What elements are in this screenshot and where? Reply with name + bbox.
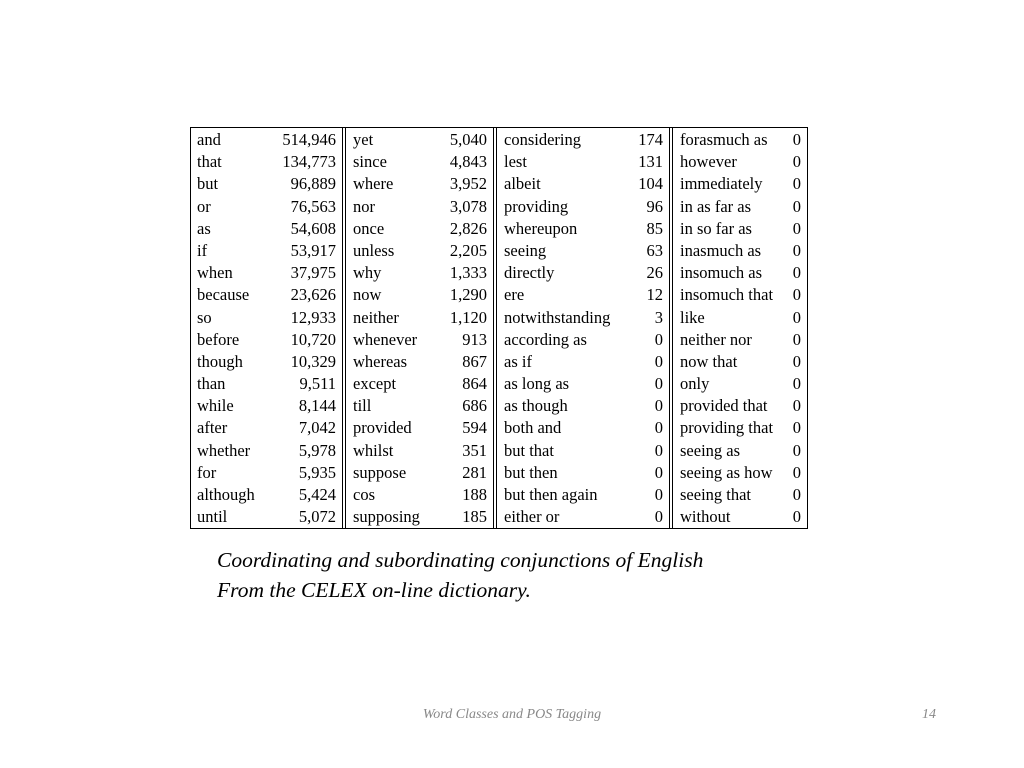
table-row [673,284,807,306]
table-row [673,129,807,151]
table-row [191,462,342,484]
table-row [497,284,669,306]
conjunction-word: whereupon [504,218,578,238]
table-row [346,329,493,351]
conjunction-count: 0 [792,152,801,172]
conjunction-word: providing that [680,418,774,438]
table-row [191,506,342,528]
conjunction-count: 8,144 [298,396,336,416]
table-row [346,440,493,462]
conjunction-count: 3,078 [449,196,487,216]
table-row [191,129,342,151]
page-number: 14 [922,707,936,722]
table-row [673,307,807,329]
table-row [673,218,807,240]
table-row [191,240,342,262]
table-row [346,151,493,173]
conjunction-word: immediately [680,174,763,194]
table-column-3 [493,128,669,528]
conjunction-word: yet [353,130,374,149]
conjunction-count: 0 [654,351,663,371]
table-row [346,373,493,395]
conjunction-word: provided that [680,396,768,416]
conjunction-word: that [197,152,222,172]
conjunction-word: so [197,307,212,327]
table-row [673,173,807,195]
table-row [673,151,807,173]
conjunction-count: 0 [792,374,801,394]
conjunction-count: 5,978 [298,440,336,460]
conjunction-count: 188 [462,485,487,504]
conjunction-count: 26 [646,263,663,283]
conjunction-count: 0 [654,462,663,482]
conjunction-word: both and [504,418,562,438]
table-row [673,484,807,506]
conjunction-word: once [353,218,385,238]
table-column-2 [342,128,493,528]
conjunction-word: seeing as [680,440,741,460]
conjunction-count: 12,933 [290,307,336,327]
table-row [497,307,669,329]
table-row [346,284,493,306]
table-row [497,351,669,373]
conjunction-count: 913 [462,329,487,349]
conjunction-word: now that [680,351,738,371]
conjunction-count: 0 [654,507,663,527]
table-row [673,351,807,373]
conjunction-word: inasmuch as [680,240,762,260]
table-row [191,284,342,306]
conjunction-word: neither [353,307,399,327]
table-row [673,462,807,484]
conjunction-count: 185 [462,507,487,527]
conjunction-word: however [680,152,737,172]
conjunction-word: or [197,196,211,216]
conjunction-count: 0 [792,462,801,482]
conjunction-count: 0 [792,307,801,327]
conjunction-count: 134,773 [282,152,336,172]
conjunction-word: before [197,329,240,349]
table-row [673,329,807,351]
table-row [497,462,669,484]
footer-title: Word Classes and POS Tagging [422,707,602,722]
conjunction-count: 3 [654,307,663,327]
table-row [346,462,493,484]
conjunction-word: albeit [504,174,541,194]
table-row [346,484,493,506]
conjunction-count: 85 [646,218,663,238]
conjunction-count: 281 [462,462,487,482]
conjunction-count: 686 [462,396,487,416]
conjunction-word: seeing [504,240,547,260]
conjunction-count: 10,329 [290,351,336,371]
conjunction-word: as long as [504,374,570,394]
conjunction-count: 0 [792,240,801,260]
conjunction-word: till [353,396,372,416]
table-row [673,395,807,417]
table-row [346,307,493,329]
conjunction-count: 76,563 [290,196,336,216]
table-row [346,240,493,262]
conjunction-count: 0 [654,418,663,438]
conjunction-word: seeing as how [680,462,773,482]
table-row [497,329,669,351]
conjunction-count: 37,975 [290,263,336,283]
conjunction-word: where [353,174,394,194]
table-row [497,173,669,195]
conjunction-count: 63 [646,240,663,260]
table-row [497,218,669,240]
table-row [191,395,342,417]
table-row [191,196,342,218]
conjunction-count: 0 [792,329,801,349]
conjunction-count: 0 [792,218,801,238]
table-row [497,417,669,439]
table-row [346,395,493,417]
conjunction-word: according as [504,329,587,349]
caption-line-2: From the CELEX on-line dictionary. [217,578,531,602]
conjunction-count: 12 [646,285,663,305]
conjunction-count: 0 [792,196,801,216]
conjunction-word: because [197,285,250,305]
table-row [673,417,807,439]
table-row [191,417,342,439]
conjunction-word: insomuch that [680,285,774,305]
table-row [191,373,342,395]
table-row [497,395,669,417]
conjunction-count: 2,826 [449,218,487,238]
table-row [497,196,669,218]
conjunction-word: either or [504,507,560,527]
slide-footer [0,705,1024,727]
conjunction-count: 0 [654,485,663,504]
conjunction-count: 867 [462,351,487,371]
conjunction-count: 23,626 [290,285,336,305]
conjunction-count: 0 [792,285,801,305]
conjunction-word: as though [504,396,568,416]
conjunction-count: 351 [462,440,487,460]
conjunction-word: for [197,462,217,482]
table-row [191,440,342,462]
conjunction-count: 96,889 [290,174,336,194]
conjunction-count: 10,720 [290,329,336,349]
conjunction-word: though [197,351,243,371]
conjunction-count: 0 [792,396,801,416]
conjunction-count: 1,333 [449,263,487,283]
conjunction-count: 104 [638,174,663,194]
conjunction-word: ere [504,285,525,305]
table-row [346,218,493,240]
conjunction-count: 5,040 [449,130,487,149]
conjunction-count: 514,946 [282,130,336,149]
conjunction-count: 2,205 [449,240,487,260]
conjunction-word: like [680,307,705,327]
table-row [346,173,493,195]
conjunction-word: cos [353,485,375,504]
conjunction-word: but that [504,440,554,460]
table-row [191,329,342,351]
table-row [673,240,807,262]
conjunction-word: until [197,507,228,527]
conjunction-word: without [680,507,731,527]
conjunction-word: directly [504,263,555,283]
conjunction-word: whilst [353,440,394,460]
conjunction-word: after [197,418,228,438]
conjunction-word: as if [504,351,532,371]
table-row [191,262,342,284]
table-row [497,484,669,506]
conjunction-word: forasmuch as [680,130,768,149]
table-row [673,506,807,528]
conjunction-count: 1,120 [449,307,487,327]
conjunction-word: neither nor [680,329,752,349]
conjunction-word: and [197,130,221,149]
table-row [346,417,493,439]
conjunction-word: notwithstanding [504,307,611,327]
conjunction-count: 864 [462,374,487,394]
caption-line-1: Coordinating and subordinating conjunctions of English [217,548,704,572]
conjunction-count: 0 [792,485,801,504]
conjunction-count: 131 [638,152,663,172]
conjunction-count: 7,042 [298,418,336,438]
conjunction-word: only [680,374,710,394]
conjunction-frequency-table [190,127,808,529]
table-row [497,262,669,284]
table-row [497,506,669,528]
table-row [673,262,807,284]
conjunction-word: supposing [353,507,420,527]
table-row [191,173,342,195]
conjunction-count: 0 [654,329,663,349]
table-row [497,373,669,395]
table-row [497,151,669,173]
conjunction-count: 0 [792,507,801,527]
table-column-4 [669,128,807,528]
table-row [346,506,493,528]
table-row [497,440,669,462]
table-row [191,151,342,173]
conjunction-count: 0 [654,396,663,416]
table-row [346,262,493,284]
conjunction-word: considering [504,130,581,149]
conjunction-count: 96 [646,196,663,216]
table-row [497,129,669,151]
conjunction-count: 174 [638,130,663,149]
conjunction-word: whenever [353,329,418,349]
conjunction-word: but [197,174,219,194]
conjunction-word: whether [197,440,251,460]
table-row [673,373,807,395]
conjunction-count: 5,935 [298,462,336,482]
conjunction-word: nor [353,196,375,216]
conjunction-count: 0 [792,130,801,149]
conjunction-word: seeing that [680,485,752,504]
table-row [191,351,342,373]
conjunction-count: 1,290 [449,285,487,305]
table-row [346,129,493,151]
conjunction-word: providing [504,196,569,216]
table-caption [217,545,857,605]
conjunction-word: while [197,396,234,416]
conjunction-word: but then again [504,485,598,504]
conjunction-word: insomuch as [680,263,763,283]
conjunction-count: 5,424 [298,485,336,504]
conjunction-count: 0 [792,263,801,283]
conjunction-count: 54,608 [290,218,336,238]
conjunction-word: now [353,285,382,305]
table-row [673,196,807,218]
conjunction-word: why [353,263,382,283]
conjunction-count: 0 [792,351,801,371]
conjunction-count: 0 [654,374,663,394]
conjunction-word: although [197,485,255,504]
conjunction-count: 0 [792,440,801,460]
conjunction-word: than [197,374,226,394]
conjunction-word: provided [353,418,412,438]
conjunction-count: 9,511 [299,374,336,394]
table-row [346,196,493,218]
conjunction-word: lest [504,152,527,172]
conjunction-word: but then [504,462,558,482]
conjunction-count: 0 [654,440,663,460]
conjunction-count: 3,952 [449,174,487,194]
table-column-1 [191,128,342,528]
table-row [673,440,807,462]
table-row [191,484,342,506]
conjunction-count: 0 [792,418,801,438]
conjunction-count: 0 [792,174,801,194]
table-row [497,240,669,262]
conjunction-word: since [353,152,387,172]
conjunction-word: except [353,374,397,394]
table-row [191,307,342,329]
conjunction-count: 4,843 [449,152,487,172]
table-row [191,218,342,240]
conjunction-word: whereas [353,351,408,371]
conjunction-word: as [197,218,211,238]
conjunction-word: suppose [353,462,407,482]
table-row [346,351,493,373]
conjunction-count: 53,917 [290,240,336,260]
conjunction-count: 594 [462,418,487,438]
conjunction-word: if [197,240,208,260]
conjunction-word: in so far as [680,218,752,238]
conjunction-word: unless [353,240,395,260]
conjunction-count: 5,072 [298,507,336,527]
conjunction-word: when [197,263,233,283]
conjunction-word: in as far as [680,196,752,216]
